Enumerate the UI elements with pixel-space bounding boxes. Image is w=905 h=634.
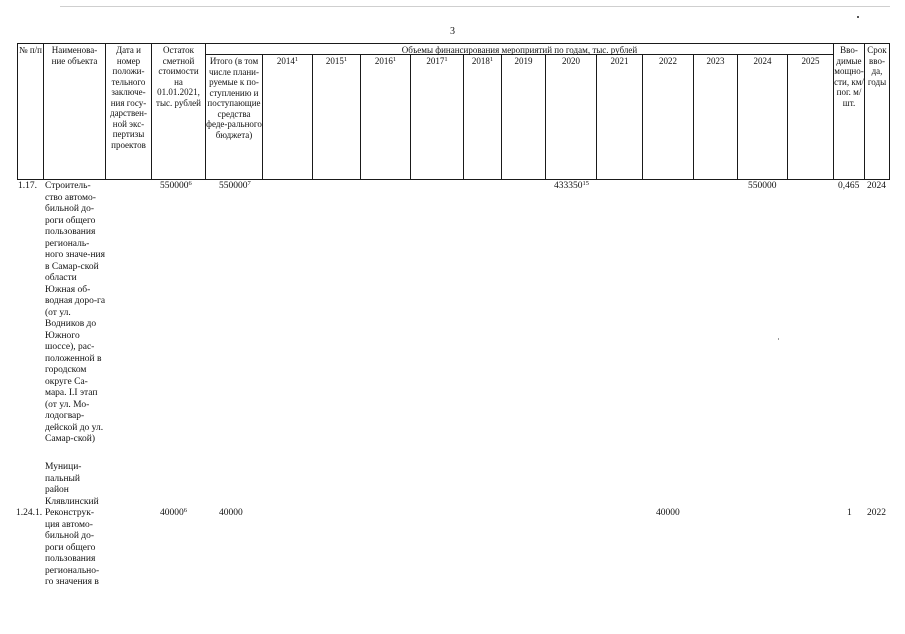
row-num: 1.17. (18, 181, 37, 191)
header-year: 2018$^1$ (471, 56, 494, 66)
row-term: 2024 (867, 181, 886, 191)
row-year-2022: 40000 (656, 508, 680, 518)
header-expertise-date: Дата и номер положи-тельного заключе-ния госу-дарствен-ной экс-пертизы проектов (109, 45, 147, 150)
header-year: 2019 (514, 56, 533, 66)
section-heading: Муници-пальный район Клявлинский (45, 462, 99, 507)
header-object-name: Наименова-ние объекта (51, 45, 98, 66)
header-year: 2022 (659, 56, 677, 66)
header-balance: Остаток сметной стоимости на 01.01.2021, тыс. рублей (156, 45, 201, 108)
scan-dot (857, 16, 859, 18)
row-year-2020: 433350$^{15}$ (554, 180, 589, 191)
row-object-name: Строитель-ство автомо-бильной до-роги общего пользования региональ-ного значе-ния в Самар-ской области Южная об-водная доро-га (от ул. Водников до Южного шоссе), рас-положенной в городском округе Са-мара. I.I этап (от ул. Мо-лодогвар-дейской до ул. Самар-ской) (45, 181, 106, 444)
header-capacity: Вво-димые мощно-сти, км/ пог. м/шт. (834, 45, 864, 108)
row-balance: 40000$^6$ (160, 507, 187, 518)
header-year: 2021 (610, 56, 629, 66)
header-year: 2014$^1$ (276, 56, 299, 66)
page-number: 3 (450, 26, 455, 37)
row-capacity: 0,465 (838, 181, 860, 191)
row-total: 550000$^7$ (219, 180, 251, 191)
row-term: 2022 (867, 508, 886, 518)
header-funding-title: Объемы финансирования мероприятий по годам, тыс. рублей (401, 45, 638, 55)
header-year: 2024 (753, 56, 772, 66)
header-year: 2016$^1$ (374, 56, 397, 66)
header-term: Срок вво-да, годы (867, 45, 887, 87)
row-year-2024: 550000 (748, 181, 777, 191)
header-year: 2017$^1$ (426, 56, 448, 66)
header-year: 2015$^1$ (325, 56, 348, 66)
header-year: 2020 (562, 56, 580, 66)
row-balance: 550000$^6$ (160, 180, 192, 191)
scan-top-line (60, 6, 890, 7)
header-num: № п/п (19, 45, 42, 55)
header-total: Итого (в том числе плани-руемые к по-ступлению и поступающие средства феде-рального бюджета) (206, 56, 262, 140)
row-capacity: 1 (847, 508, 852, 518)
header-year: 2025 (801, 56, 820, 66)
scan-dot (778, 338, 779, 340)
row-total: 40000 (219, 508, 243, 518)
row-object-name: Реконструк-ция автомо-бильной до-роги общего пользования регионально-го значения в (45, 508, 100, 587)
row-num: 1.24.1. (16, 508, 43, 518)
header-year: 2023 (706, 56, 725, 66)
